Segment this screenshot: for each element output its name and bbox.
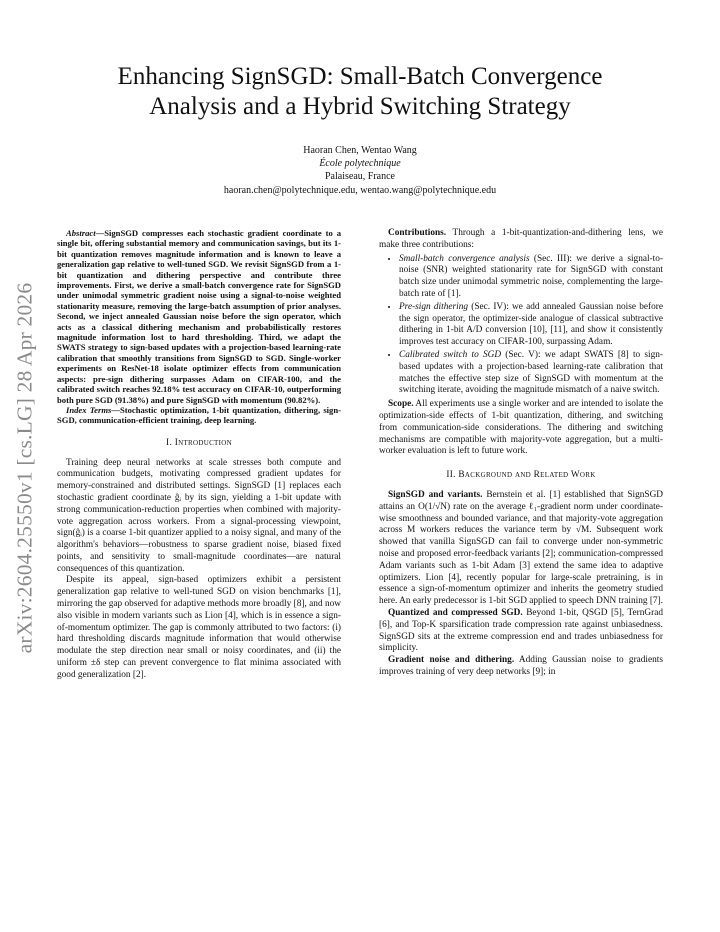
intro-paragraph-2: Despite its appeal, sign-based optimizers exhibit a persistent generalization gap relative to well-tuned SGD on vision benchmarks [1], mirroring the gap observed for adaptive methods more broadly [8], and now also visible in modern variants such as Lion [4], which is in essence a sign-of-momentum optimizer. The gap is commonly attributed to two factors: (i) hard thresholding discards magnitude information that would otherwise modulate the step direction near small or noisy coordinates, and (ii) the uniform ±δ step can prevent convergence to flat minima associated with good generalization [2]. xyxy=(57,575,341,680)
affiliation: École polytechnique xyxy=(319,158,401,170)
abstract xyxy=(57,228,341,405)
abstract-label: Abstract xyxy=(66,228,96,238)
index-terms-text: —Stochastic optimization, 1-bit quantization, dithering, sign-SGD, communication-efficient training, deep learning. xyxy=(57,404,341,426)
section-heading-introduction: I. Introduction xyxy=(166,437,232,448)
paper-title xyxy=(60,62,660,122)
intro-paragraph-1: Training deep neural networks at scale stresses both compute and communication budgets, motivating compressed gradient updates for memory-constrained and distributed settings. SignSGD [1] replaces each stochastic gradient coordinate ĝᵢ by its sign, yielding a 1-bit update with strong communication-reduction properties when combined with majority-vote aggregation across workers. From a signal-processing viewpoint, sign(ĝᵢ) is a coarse 1-bit quantizer applied to a noisy signal, and many of the algorithm's behaviors—robustness to sparse gradient noise, biased fixed points, and sensitivity to small-magnitude coordinates—are natural consequences of this quantization. xyxy=(57,457,341,574)
title-line-2: Analysis and a Hybrid Switching Strategy xyxy=(149,93,571,120)
section-heading-background: II. Background and Related Work xyxy=(446,470,596,481)
scope-paragraph: Scope. All experiments use a single worker and are intended to isolate the optimization-side effects of 1-bit quantization, dithering, and switching from communication-side considerations. The dithering and switching mechanisms are compatible with majority-vote aggregation, but a multi-worker evaluation is left to future work. xyxy=(379,399,663,457)
contributions-list xyxy=(379,254,663,398)
right-column xyxy=(379,228,663,679)
location: Palaiseau, France xyxy=(325,171,395,183)
left-column xyxy=(57,228,341,682)
author-names: Haoran Chen, Wentao Wang xyxy=(303,145,417,156)
contributions-paragraph: Contributions. Through a 1-bit-quantization-and-dithering lens, we make three contributions: xyxy=(379,228,663,250)
background-paragraph-1: SignSGD and variants. Bernstein et al. [1] established that SignSGD attains an O(1/√N) rate on the average ℓ₁-gradient norm under coordinate-wise smoothness and bounded variance, and that majority-vote aggregation across M workers reduces the variance term by √M. Subsequent work showed that vanilla SignSGD can fail to converge under non-symmetric noise and proposed error-feedback variants [2]; communication-compressed Adam variants such as 1-bit Adam [3] extend the same idea to adaptive optimizers. Lion [4], recently popular for large-scale pretraining, is in essence a sign-of-momentum optimizer and inherits the geometry studied here. An early predecessor is 1-bit SGD applied to speech DNN training [7]. xyxy=(379,489,663,607)
author-block xyxy=(60,144,660,197)
index-terms-label: Index Terms xyxy=(66,404,112,415)
list-item: • Calibrated switch to SGD (Sec. V): we adapt SWATS [8] to sign-based updates with a projection-based learning-rate calibration that matches the effective step size of SignSGD with momentum at the switching iterate, avoiding the magnitude mismatch of a naive switch. xyxy=(399,350,663,397)
background-paragraph-3: Gradient noise and dithering. Adding Gaussian noise to gradients improves training of very deep networks [9]; in xyxy=(379,655,663,677)
title-line-1: Enhancing SignSGD: Small-Batch Convergence xyxy=(117,63,603,90)
background-paragraph-2: Quantized and compressed SGD. Beyond 1-bit, QSGD [5], TernGrad [6], and Top-K sparsification trade compression rate against unbiasedness. SignSGD sits at the extreme compression end and trades unbiasedness for simplicity. xyxy=(379,607,663,654)
arxiv-identifier: arXiv:2604.25550v1 [cs.LG] 28 Apr 2026 xyxy=(12,282,37,654)
list-item: • Pre-sign dithering (Sec. IV): we add annealed Gaussian noise before the sign operator, the optimizer-side analogue of classical subtractive dithering in 1-bit A/D conversion [10], [11], and show it consistently improves test accuracy on CIFAR-100, surpassing Adam. xyxy=(399,302,663,349)
index-terms xyxy=(57,405,341,426)
abstract-text: —SignSGD compresses each stochastic gradient coordinate to a single bit, offering substantial memory and communication savings, but its 1-bit quantization removes magnitude information and is known to leave a generalization gap relative to well-tuned SGD. We revisit SignSGD from a 1-bit quantization and dithering perspective and contribute three improvements. First, we derive a small-batch convergence rate for SignSGD under unimodal symmetric gradient noise using a signal-to-noise weighted stationarity measure, removing the large-batch assumption of prior analyses. Second, we inject annealed Gaussian noise before the sign operator, which acts as a classical dithering mechanism and probabilistically restores magnitude information lost to hard thresholding. Third, we adapt the SWATS strategy to sign-based updates with a projection-based learning-rate calibration that smoothly transitions from SignSGD to SGD. Single-worker experiments on ResNet-18 isolate optimizer effects from communication aspects: pre-sign dithering surpasses Adam on CIFAR-100, and the calibrated switch reaches 92.18% test accuracy on CIFAR-10, outperforming both pure SGD (91.38%) and pure SignSGD with momentum (90.82%). xyxy=(57,228,341,405)
list-item: • Small-batch convergence analysis (Sec. III): we derive a signal-to-noise (SNR) weighted stationarity rate for SignSGD with constant batch size under unimodal symmetric noise, complementing the large-batch rate of [1]. xyxy=(399,254,663,301)
author-emails: haoran.chen@polytechnique.edu, wentao.wang@polytechnique.edu xyxy=(223,184,497,196)
